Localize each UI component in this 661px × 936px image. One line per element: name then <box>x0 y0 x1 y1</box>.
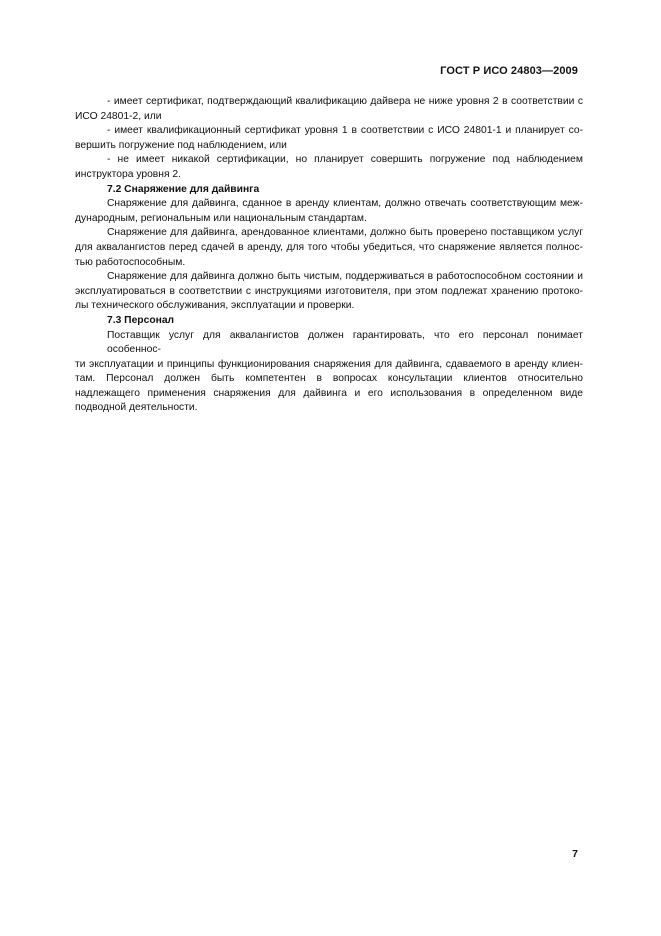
section-heading-7-2: 7.2 Снаряжение для дайвинга <box>107 183 260 195</box>
paragraph-line: Снаряжение для дайвинга должно быть чистым, поддерживаться в работоспособном состоянии и <box>107 271 583 283</box>
paragraph-line: тью работоспособным. <box>75 256 186 268</box>
list-item <box>75 153 583 182</box>
list-item-line: - имеет квалификационный сертификат уровня 1 в соответствии с ИСО 24801-1 и планирует со- <box>107 125 583 137</box>
document-body <box>75 95 583 416</box>
list-item <box>75 95 583 124</box>
paragraph <box>75 226 583 270</box>
paragraph <box>75 197 583 226</box>
paragraph-line: дународным, региональным или национальным стандартам. <box>75 212 367 224</box>
list-item <box>75 124 583 153</box>
paragraph <box>75 329 583 417</box>
paragraph <box>75 270 583 314</box>
paragraph-line: лы технического обслуживания, эксплуатации и проверки. <box>75 300 355 312</box>
paragraph-line: для аквалангистов перед сдачей в аренду, для того чтобы убедиться, что снаряжение является полнос- <box>75 241 583 253</box>
list-item-line: - имеет сертификат, подтверждающий квалификацию дайвера не ниже уровня 2 в соответствии с <box>107 96 583 107</box>
paragraph-line: эксплуатироваться в соответствии с инструкциями изготовителя, при этом подлежат хранению протоко- <box>75 285 583 297</box>
standard-code-header: ГОСТ Р ИСО 24803—2009 <box>440 65 578 77</box>
page-number: 7 <box>572 848 578 860</box>
paragraph-line: ти эксплуатации и принципы функционирования снаряжения для дайвинга, сдаваемого в аренду клиен- <box>75 358 583 370</box>
paragraph-line: Снаряжение для дайвинга, арендованное клиентами, должно быть проверено поставщиком услуг <box>107 227 583 239</box>
list-item-line: инструктора уровня 2. <box>75 168 181 180</box>
section-heading-7-3: 7.3 Персонал <box>107 314 175 326</box>
paragraph-line: подводной деятельности. <box>75 402 198 414</box>
list-item-line: ИСО 24801-2, или <box>75 110 162 122</box>
paragraph-line: Поставщик услуг для аквалангистов должен гарантировать, что его персонал понимает особеннос- <box>107 329 583 356</box>
paragraph-line: Снаряжение для дайвинга, сданное в аренду клиентам, должно отвечать соответствующим меж- <box>107 198 583 210</box>
paragraph-line: там. Персонал должен быть компетентен в вопросах консультации клиентов относительно <box>75 373 583 385</box>
list-item-line: вершить погружение под наблюдением, или <box>75 139 287 151</box>
list-item-line: - не имеет никакой сертификации, но планирует совершить погружение под наблюдением <box>107 154 583 166</box>
paragraph-line: надлежащего применения снаряжения для дайвинга и его использования в определенном виде <box>75 387 583 399</box>
